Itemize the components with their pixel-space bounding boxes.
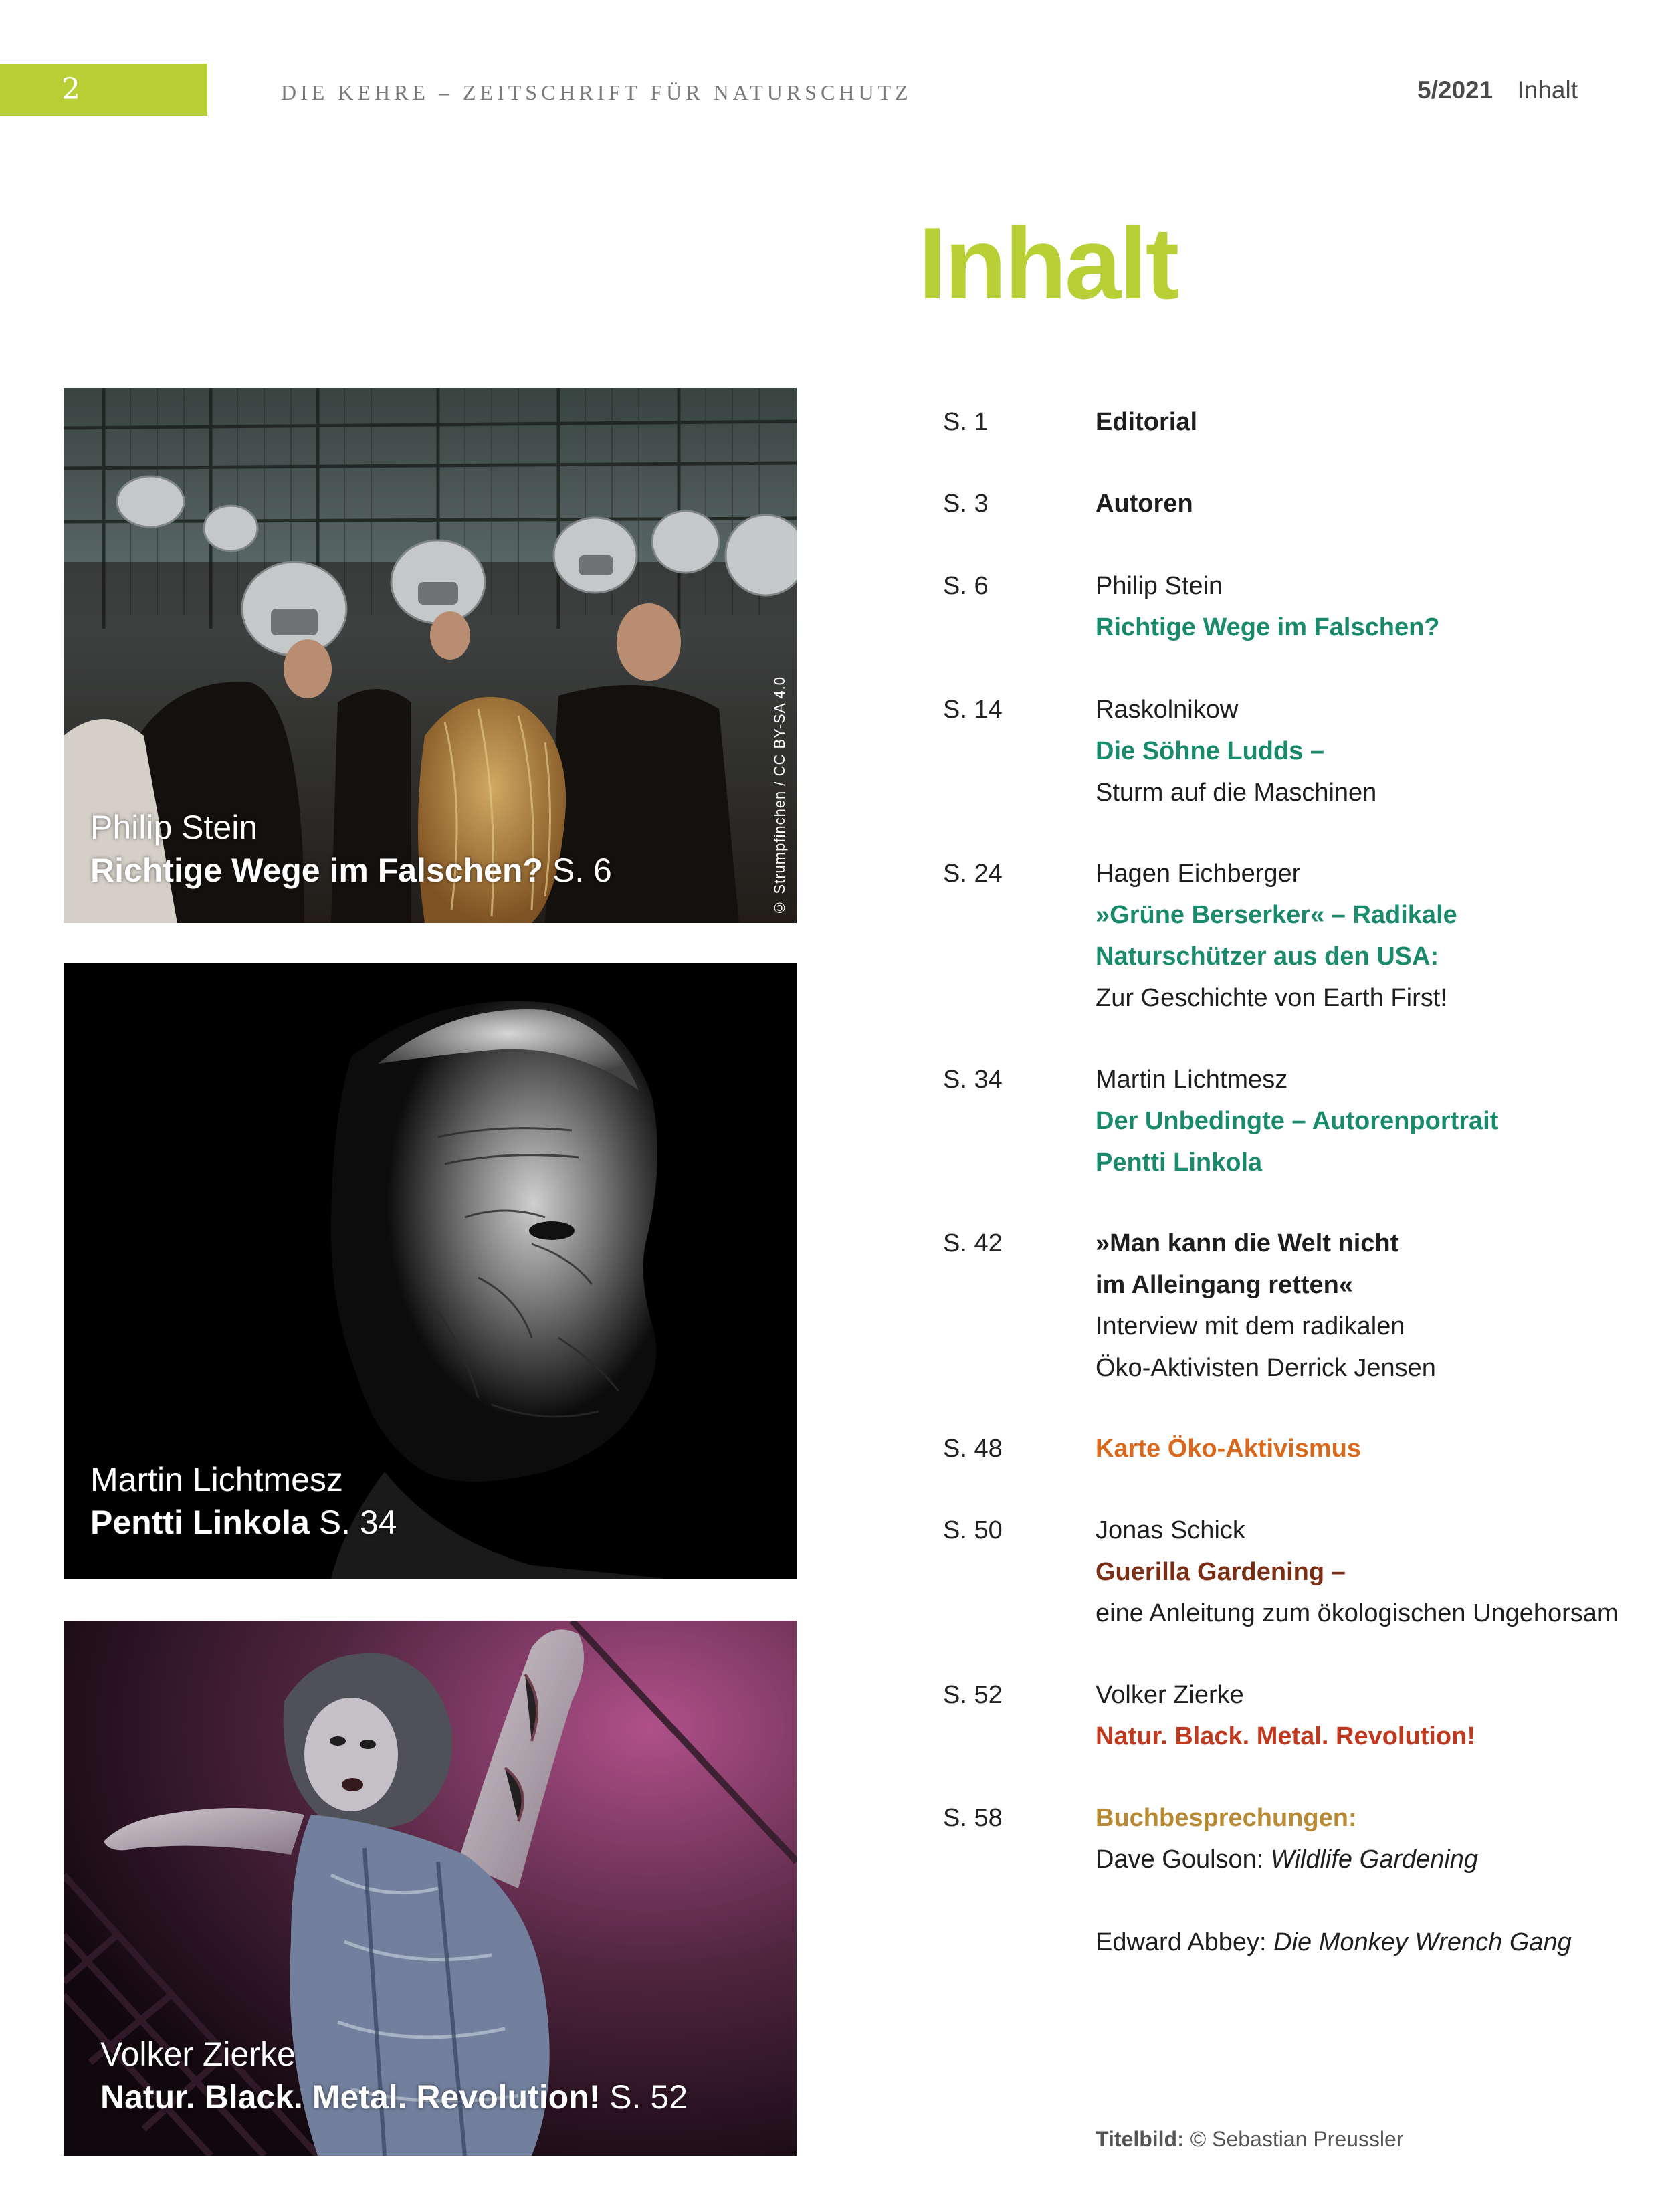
- caption-page: S. 6: [552, 851, 612, 889]
- toc-title: [1096, 1223, 1617, 1264]
- toc-text: [1096, 1059, 1617, 1100]
- toc-line-text: Interview mit dem radikalen: [1096, 1312, 1405, 1340]
- toc-line-text: Zur Geschichte von Earth First!: [1096, 984, 1447, 1012]
- toc-line-text: Hagen Eichberger: [1096, 860, 1301, 888]
- toc-page-number: S. 1: [943, 408, 989, 436]
- toc-text: [1096, 1880, 1617, 1922]
- caption-title: Richtige Wege im Falschen?: [90, 851, 544, 889]
- toc-line-text: Naturschützer aus den USA:: [1096, 942, 1439, 971]
- toc-line-text: Öko-Aktivisten Derrick Jensen: [1096, 1354, 1436, 1382]
- toc-title: [1096, 1100, 1617, 1142]
- toc-line-text: Dave Goulson:: [1096, 1845, 1271, 1874]
- caption-zierke: [100, 2033, 688, 2118]
- toc-lines: [1096, 483, 1617, 524]
- toc-page-number: S. 34: [943, 1066, 1003, 1094]
- toc-line-text: Volker Zierke: [1096, 1681, 1244, 1709]
- toc-text: [1096, 565, 1617, 607]
- issue-number: 5/2021: [1417, 76, 1493, 104]
- toc-book-title: Wildlife Gardening: [1270, 1845, 1479, 1874]
- toc-page-number: S. 6: [943, 572, 989, 600]
- toc-line-text: Karte Öko-Aktivismus: [1096, 1435, 1362, 1463]
- toc-text: [1096, 772, 1617, 813]
- toc-page-number: S. 58: [943, 1804, 1003, 1832]
- toc-lines: [1096, 1797, 1617, 1963]
- photo-protest: [64, 388, 797, 923]
- toc-lines: [1096, 1674, 1617, 1757]
- toc-text: [1096, 1306, 1617, 1347]
- toc-page-number: S. 3: [943, 490, 989, 518]
- toc-line-text: Die Söhne Ludds –: [1096, 737, 1325, 765]
- toc-line-text: »Grüne Berserker« – Radikale: [1096, 901, 1457, 929]
- caption-page: S. 52: [609, 2078, 688, 2116]
- cover-credit-text: © Sebastian Preussler: [1190, 2127, 1404, 2151]
- toc-line-text: »Man kann die Welt nicht: [1096, 1229, 1399, 1258]
- toc-line-text: Editorial: [1096, 408, 1198, 436]
- toc-text: [1096, 1510, 1617, 1551]
- toc-line-text: Pentti Linkola: [1096, 1148, 1263, 1177]
- toc-page-number: S. 24: [943, 860, 1003, 888]
- toc-line-text: Philip Stein: [1096, 572, 1223, 600]
- toc-title: [1096, 730, 1617, 772]
- toc-text: [1096, 853, 1617, 894]
- toc-title: [1096, 1716, 1617, 1757]
- toc-lines: [1096, 1428, 1617, 1470]
- toc-title: [1096, 1551, 1617, 1593]
- toc-line-text: im Alleingang retten«: [1096, 1271, 1353, 1299]
- toc-text: [1096, 1922, 1617, 1963]
- page-number: 2: [62, 72, 80, 106]
- caption-author: Philip Stein: [90, 809, 258, 846]
- toc-title: [1096, 1428, 1617, 1470]
- caption-stein: [90, 806, 612, 892]
- issue-info: [1417, 76, 1578, 104]
- toc-title: [1096, 1797, 1617, 1839]
- cover-credit-label: Titelbild:: [1096, 2127, 1184, 2151]
- running-head: DIE KEHRE – ZEITSCHRIFT FÜR NATURSCHUTZ: [281, 80, 912, 104]
- toc-line-text: Richtige Wege im Falschen?: [1096, 613, 1440, 641]
- toc-title: [1096, 1264, 1617, 1306]
- toc-title: [1096, 936, 1617, 977]
- toc-line-text: Der Unbedingte – Autorenportrait: [1096, 1107, 1499, 1135]
- toc-lines: [1096, 689, 1617, 813]
- page-title: Inhalt: [918, 207, 1178, 320]
- toc-title: [1096, 401, 1617, 443]
- toc-lines: [1096, 853, 1617, 1019]
- toc-text: [1096, 1674, 1617, 1716]
- toc-text: [1096, 977, 1617, 1019]
- page-number-tab: [0, 64, 207, 116]
- toc-page-number: S. 52: [943, 1681, 1003, 1709]
- toc-title: [1096, 1142, 1617, 1183]
- toc-lines: [1096, 401, 1617, 443]
- toc-line-text: Autoren: [1096, 490, 1193, 518]
- toc-text: [1096, 1347, 1617, 1389]
- section-name: Inhalt: [1517, 76, 1578, 104]
- toc-line-text: Martin Lichtmesz: [1096, 1066, 1288, 1094]
- photo-credit: © Strumpfinchen / CC BY-SA 4.0: [771, 676, 788, 916]
- toc-page-number: S. 50: [943, 1516, 1003, 1544]
- toc-line-text: Buchbesprechungen:: [1096, 1804, 1357, 1832]
- toc-text: [1096, 1839, 1617, 1880]
- photo-portrait: [64, 963, 797, 1579]
- toc-book-title: Die Monkey Wrench Gang: [1273, 1928, 1572, 1956]
- toc-line-text: Jonas Schick: [1096, 1516, 1245, 1544]
- toc-title: [1096, 894, 1617, 936]
- caption-author: Martin Lichtmesz: [90, 1461, 343, 1498]
- caption-lichtmesz: [90, 1458, 397, 1544]
- toc-text: [1096, 1593, 1617, 1634]
- toc-line-text: eine Anleitung zum ökologischen Ungehorsam: [1096, 1599, 1619, 1627]
- toc-text: [1096, 689, 1617, 730]
- caption-author: Volker Zierke: [100, 2035, 296, 2073]
- toc-lines: [1096, 1059, 1617, 1183]
- cover-credit: [1096, 2127, 1403, 2152]
- toc-page-number: S. 48: [943, 1435, 1003, 1463]
- toc-lines: [1096, 1223, 1617, 1389]
- toc-line-text: Guerilla Gardening –: [1096, 1558, 1346, 1586]
- toc-line-text: Sturm auf die Maschinen: [1096, 779, 1377, 807]
- toc-title: [1096, 483, 1617, 524]
- toc-title: [1096, 607, 1617, 648]
- toc-page-number: S. 42: [943, 1229, 1003, 1258]
- toc-page-number: S. 14: [943, 696, 1003, 724]
- toc-lines: [1096, 565, 1617, 648]
- toc-line-text: Raskolnikow: [1096, 696, 1239, 724]
- toc-line-text: Edward Abbey:: [1096, 1928, 1274, 1956]
- photo-performer: [64, 1621, 797, 2156]
- toc-line-text: Natur. Black. Metal. Revolution!: [1096, 1722, 1475, 1750]
- caption-page: S. 34: [318, 1504, 397, 1541]
- toc-lines: [1096, 1510, 1617, 1634]
- caption-title: Pentti Linkola: [90, 1504, 310, 1541]
- caption-title: Natur. Black. Metal. Revolution!: [100, 2078, 601, 2116]
